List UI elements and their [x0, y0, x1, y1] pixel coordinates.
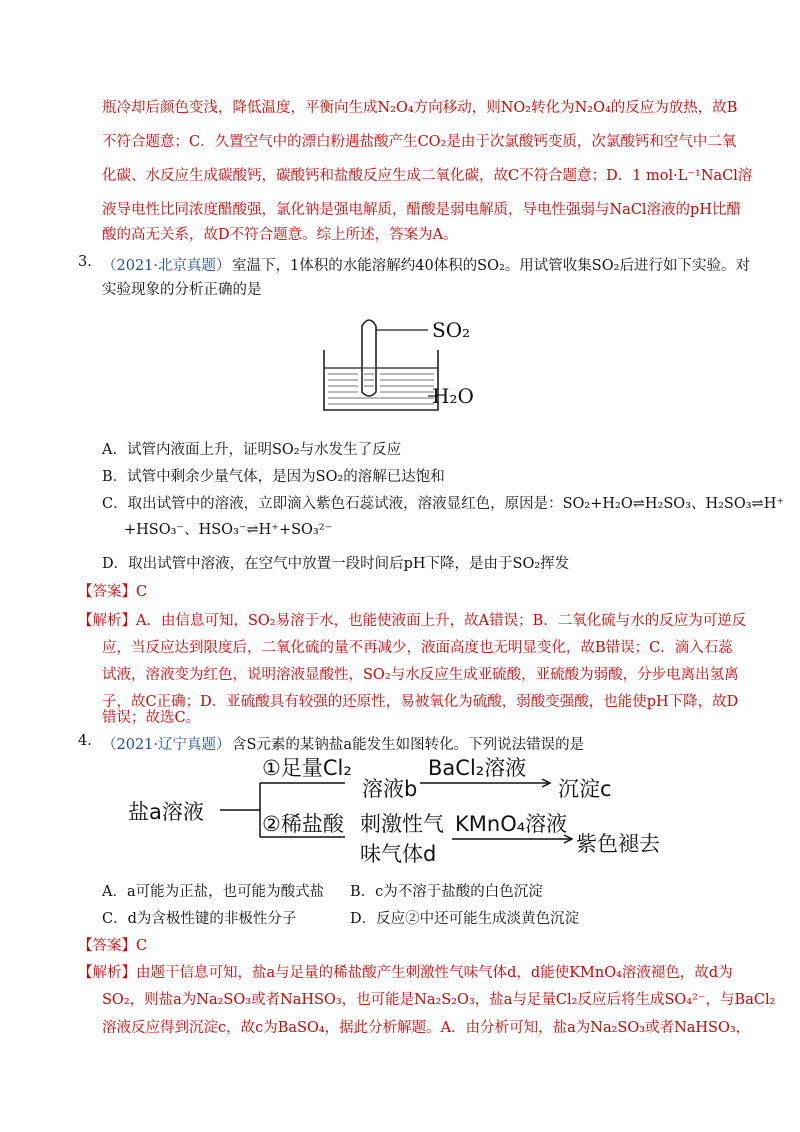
- option-c: C．d为含极性键的非极性分子: [102, 911, 297, 927]
- option-d: D．反应②中还可能生成淡黄色沉淀: [350, 911, 580, 927]
- diagram-gas-d: 味气体d: [360, 842, 437, 866]
- option-a: A．试管内液面上升，证明SO₂与水发生了反应: [102, 442, 402, 458]
- option-d: D．取出试管中溶液，在空气中放置一段时间后pH下降，是由于SO₂挥发: [102, 556, 570, 572]
- answer: 【答案】C: [78, 938, 148, 954]
- diagram-step2-reagent: ②稀盐酸: [262, 812, 344, 836]
- option-b: B．c为不溶于盐酸的白色沉淀: [350, 884, 543, 900]
- analysis-line: 子，故C正确；D．亚硫酸具有较强的还原性，易被氧化为硫酸，弱酸变强酸，也能使pH下降，故D: [102, 694, 739, 710]
- option-a: A．a可能为正盐，也可能为酸式盐: [102, 884, 325, 900]
- analysis-line: SO₂，则盐a为Na₂SO₃或者NaHSO₃，也可能是Na₂S₂O₃，盐a与足量Cl₂反应后将生成SO₄²⁻，与BaCl₂: [102, 992, 776, 1008]
- analysis-line: 错误；故选C。: [102, 710, 201, 726]
- intro-line: 不符合题意；C．久置空气中的漂白粉遇盐酸产生CO₂是由于次氯酸钙变质，次氯酸钙和空气中二氧: [102, 134, 737, 150]
- diagram-bacl2: BaCl₂溶液: [428, 756, 527, 780]
- question-number: 4.: [78, 733, 92, 749]
- diagram-kmno4: KMnO₄溶液: [455, 812, 568, 836]
- analysis-line: 试液，溶液变为红色，说明溶液显酸性，SO₂与水反应生成亚硫酸，亚硫酸为弱酸，分步电离出氢离: [102, 667, 739, 683]
- analysis-line: 应，当反应达到限度后，二氧化硫的量不再减少，液面高度也无明显变化，故B错误；C．滴入石蕊: [102, 640, 733, 656]
- diagram-start: 盐a溶液: [128, 800, 204, 824]
- intro-line: 瓶冷却后颜色变浅，降低温度，平衡向生成N₂O₄方向移动，则NO₂转化为N₂O₄的反应为放热，故B: [102, 100, 738, 116]
- analysis-line: 【解析】由题干信息可知，盐a与足量的稀盐酸产生刺激性气味气体d，d能使KMnO₄溶液褪色，故d为: [78, 965, 733, 981]
- option-b: B．试管中剩余少量气体，是因为SO₂的溶解已达饱和: [102, 469, 445, 485]
- intro-line: 化碳、水反应生成碳酸钙，碳酸钙和盐酸反应生成二氧化碳，故C不符合题意；D．1 mol·L⁻¹NaCl溶: [102, 168, 753, 184]
- diagram-precipitate-c: 沉淀c: [558, 777, 612, 801]
- question-stem: 室温下，1体积的水能溶解约40体积的SO₂。用试管收集SO₂后进行如下实验。对: [232, 258, 750, 274]
- analysis-line: 溶液反应得到沉淀c，故c为BaSO₄，据此分析解题。A．由分析可知，盐a为Na₂SO₃或者NaHSO₃，: [102, 1020, 751, 1036]
- answer: 【答案】C: [78, 584, 148, 600]
- question-number: 3.: [78, 254, 92, 270]
- figure-gas-label: SO₂: [432, 318, 471, 342]
- option-c: C．取出试管中的溶液，立即滴入紫色石蕊试液，溶液显红色，原因是：SO₂+H₂O⇌H₂SO₃、H₂SO₃⇌H⁺: [102, 496, 784, 512]
- question-source: （2021·辽宁真题）: [102, 737, 231, 753]
- analysis-line: 【解析】A．由信息可知，SO₂易溶于水，也能使液面上升，故A错误；B．二氧化硫与水的反应为可逆反: [78, 613, 747, 629]
- diagram-solution-b: 溶液b: [362, 777, 418, 801]
- option-c-cont: +HSO₃⁻、HSO₃⁻⇌H⁺+SO₃²⁻: [124, 522, 333, 538]
- question-stem: 含S元素的某钠盐a能发生如图转化。下列说法错误的是: [232, 737, 585, 753]
- diagram-gas-d: 刺激性气: [360, 812, 444, 836]
- question-source: （2021·北京真题）: [102, 258, 231, 274]
- figure-liquid-label: H₂O: [432, 384, 474, 408]
- intro-line: 液导电性比同浓度醋酸强，氯化钠是强电解质，醋酸是弱电解质，导电性强弱与NaCl溶液的pH比醋: [102, 202, 741, 218]
- diagram-result: 紫色褪去: [576, 832, 660, 856]
- experiment-figure: [318, 308, 518, 420]
- diagram-step1-reagent: ①足量Cl₂: [262, 756, 352, 780]
- intro-line: 酸的高无关系，故D不符合题意。综上所述，答案为A。: [102, 227, 458, 243]
- question-stem: 实验现象的分析正确的是: [102, 282, 262, 298]
- test-tube: [362, 320, 376, 396]
